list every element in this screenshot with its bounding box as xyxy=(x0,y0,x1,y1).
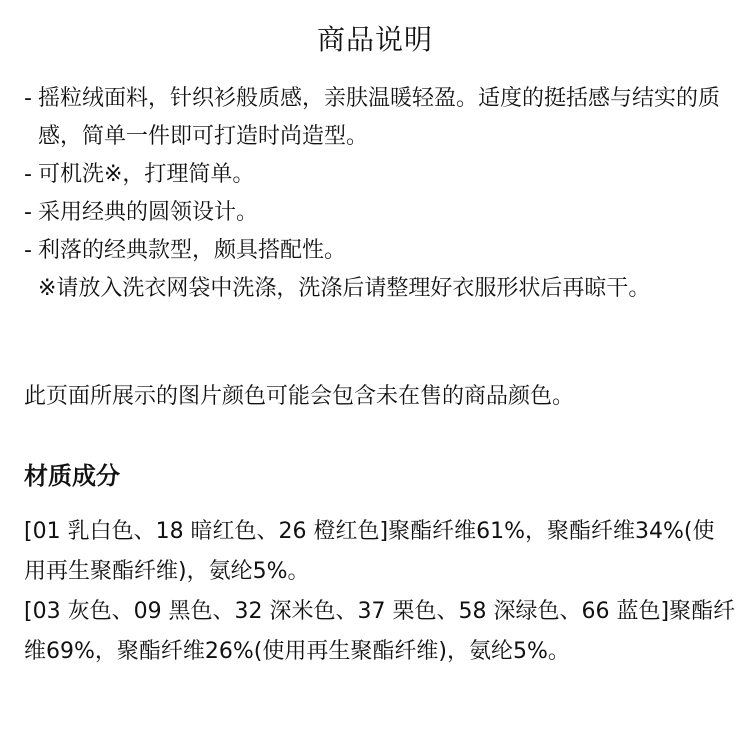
description-section xyxy=(24,80,736,308)
description-item xyxy=(24,156,736,194)
description-item xyxy=(24,232,736,270)
washing-note: ※请放入洗衣网袋中洗涤，洗涤后请整理好衣服形状后再晾干。 xyxy=(38,276,651,301)
material-entry: [01 乳白色、18 暗红色、26 橙红色]聚酯纤维61%，聚酯纤维34%(使用再生聚酯纤维)，氨纶5%。 xyxy=(24,519,715,584)
bullet-mark: - xyxy=(24,200,32,225)
description-item xyxy=(24,80,736,156)
page-title: 商品说明 xyxy=(316,23,433,56)
materials-heading: 材质成分 xyxy=(24,462,120,490)
bullet-mark: - xyxy=(24,162,32,187)
material-entry: [03 灰色、09 黑色、32 深米色、37 栗色、58 深绿色、66 蓝色]聚酯纤维69%，聚酯纤维26%(使用再生聚酯纤维)，氨纶5%。 xyxy=(24,599,736,664)
description-item-text: 采用经典的圆领设计。 xyxy=(38,200,259,225)
description-item-text: 利落的经典款型，颇具搭配性。 xyxy=(38,238,347,263)
description-item-text: 摇粒绒面料，针织衫般质感，亲肤温暖轻盈。适度的挺括感与结实的质感，简单一件即可打造时尚造型。 xyxy=(38,86,721,149)
color-notice: 此页面所展示的图片颜色可能会包含未在售的商品颜色。 xyxy=(24,384,575,409)
description-item-text: 可机洗※，打理简单。 xyxy=(38,162,255,187)
bullet-mark: - xyxy=(24,86,32,111)
description-item xyxy=(24,194,736,232)
bullet-mark: - xyxy=(24,238,32,263)
materials-section xyxy=(24,512,736,672)
